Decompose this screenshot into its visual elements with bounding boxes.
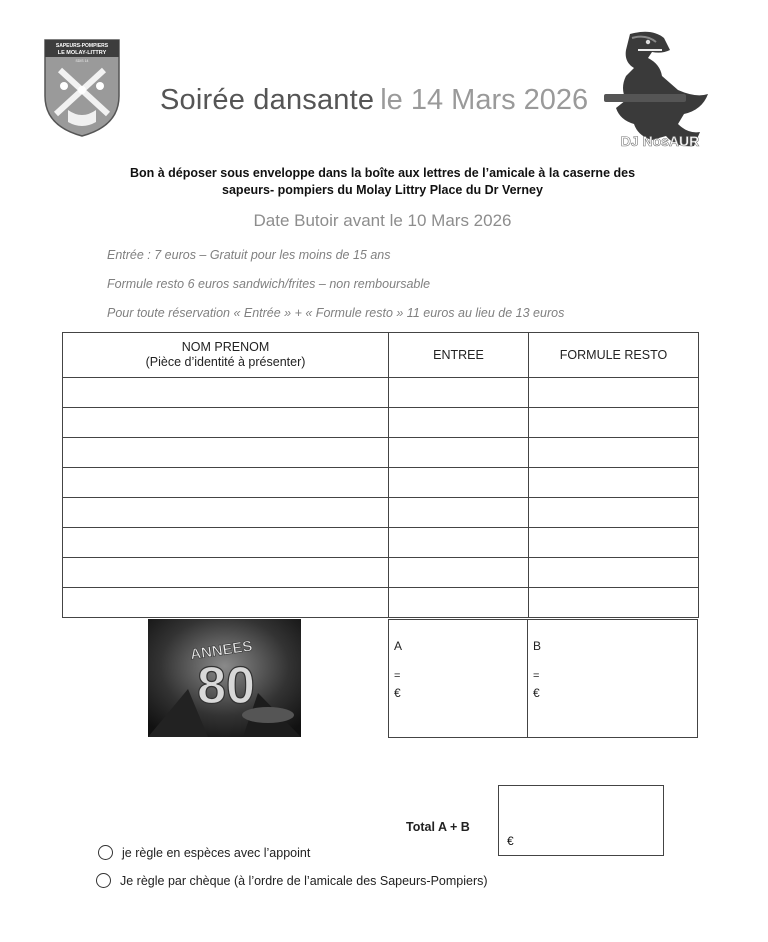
payment-option-cheque[interactable] [96,873,488,888]
table-row [63,498,699,528]
payment-option-cash[interactable] [98,845,310,860]
subtotal-b-euro: € [533,686,540,700]
meal-cell[interactable] [529,408,699,438]
meal-price-info: Formule resto 6 euros sandwich/frites – non remboursable [107,277,431,291]
deadline-notice: Date Butoir avant le 10 Mars 2026 [253,211,512,230]
fire-brigade-crest-logo [42,38,122,138]
name-cell[interactable] [63,558,389,588]
header-name [63,333,389,378]
table-row [63,558,699,588]
header-meal: FORMULE RESTO [529,333,699,378]
header-name-title: NOM PRENOM [181,340,270,354]
meal-cell[interactable] [529,468,699,498]
subtotal-a-euro: € [394,686,401,700]
photo-label-80: 80 [197,657,255,715]
name-cell[interactable] [63,468,389,498]
entry-cell[interactable] [389,498,529,528]
event-title-main: Soirée dansante [160,84,375,116]
registration-table [62,332,699,618]
header-entry: ENTREE [389,333,529,378]
subtotal-a-equals: = [394,670,401,682]
crest-name-text: LE MOLAY-LITTRY [57,50,107,56]
table-row [63,378,699,408]
meal-cell[interactable] [529,378,699,408]
meal-cell[interactable] [529,588,699,618]
entry-cell[interactable] [389,558,529,588]
total-label: Total A + B [406,820,470,834]
dj-dinosaur-mascot-image [590,28,720,163]
entry-cell[interactable] [389,438,529,468]
table-row [63,468,699,498]
crest-top-text: SAPEURS-POMPIERS [55,43,109,49]
entry-cell[interactable] [389,378,529,408]
meal-subtotal-box[interactable] [527,619,698,738]
total-amount-box[interactable] [498,785,664,856]
table-header-row [63,333,699,378]
table-row [63,408,699,438]
payment-option-cash-label: je règle en espèces avec l’appoint [122,845,311,860]
name-cell[interactable] [63,408,389,438]
annees-80-image [148,619,301,737]
event-title-date: le 14 Mars 2026 [380,84,589,116]
entry-price-info: Entrée : 7 euros – Gratuit pour les moins de 15 ans [107,248,391,262]
meal-cell[interactable] [529,558,699,588]
meal-cell[interactable] [529,438,699,468]
photo-label-annees: ANNEES [189,637,254,664]
name-cell[interactable] [63,378,389,408]
radio-circle-icon[interactable] [96,873,111,888]
meal-cell[interactable] [529,498,699,528]
entry-cell[interactable] [389,528,529,558]
meal-cell[interactable] [529,528,699,558]
radio-circle-icon[interactable] [98,845,113,860]
mascot-caption: DJ NosAUR [620,133,700,149]
name-cell[interactable] [63,498,389,528]
entry-cell[interactable] [389,588,529,618]
combo-price-info: Pour toute réservation « Entrée » + « Formule resto » 11 euros au lieu de 13 euros [107,306,565,320]
name-cell[interactable] [63,588,389,618]
name-cell[interactable] [63,528,389,558]
subtotal-b-label: B [533,639,542,653]
table-row [63,588,699,618]
table-row [63,438,699,468]
header-name-note: (Pièce d’identité à présenter) [145,355,306,369]
subtotal-b-equals: = [533,670,540,682]
entry-cell[interactable] [389,468,529,498]
table-row [63,528,699,558]
payment-option-cheque-label: Je règle par chèque (à l’ordre de l’amicale des Sapeurs-Pompiers) [120,873,488,888]
crest-code-text: SDIS 14 [75,59,89,63]
subtotal-a-label: A [394,639,403,653]
entry-cell[interactable] [389,408,529,438]
entry-subtotal-box[interactable] [388,619,528,738]
total-euro: € [507,834,514,848]
event-title [160,84,630,124]
delivery-instructions: Bon à déposer sous enveloppe dans la boîte aux lettres de l’amicale à la caserne des sapeurs- pompiers du Molay Littry Place du Dr Verney [129,166,636,197]
name-cell[interactable] [63,438,389,468]
